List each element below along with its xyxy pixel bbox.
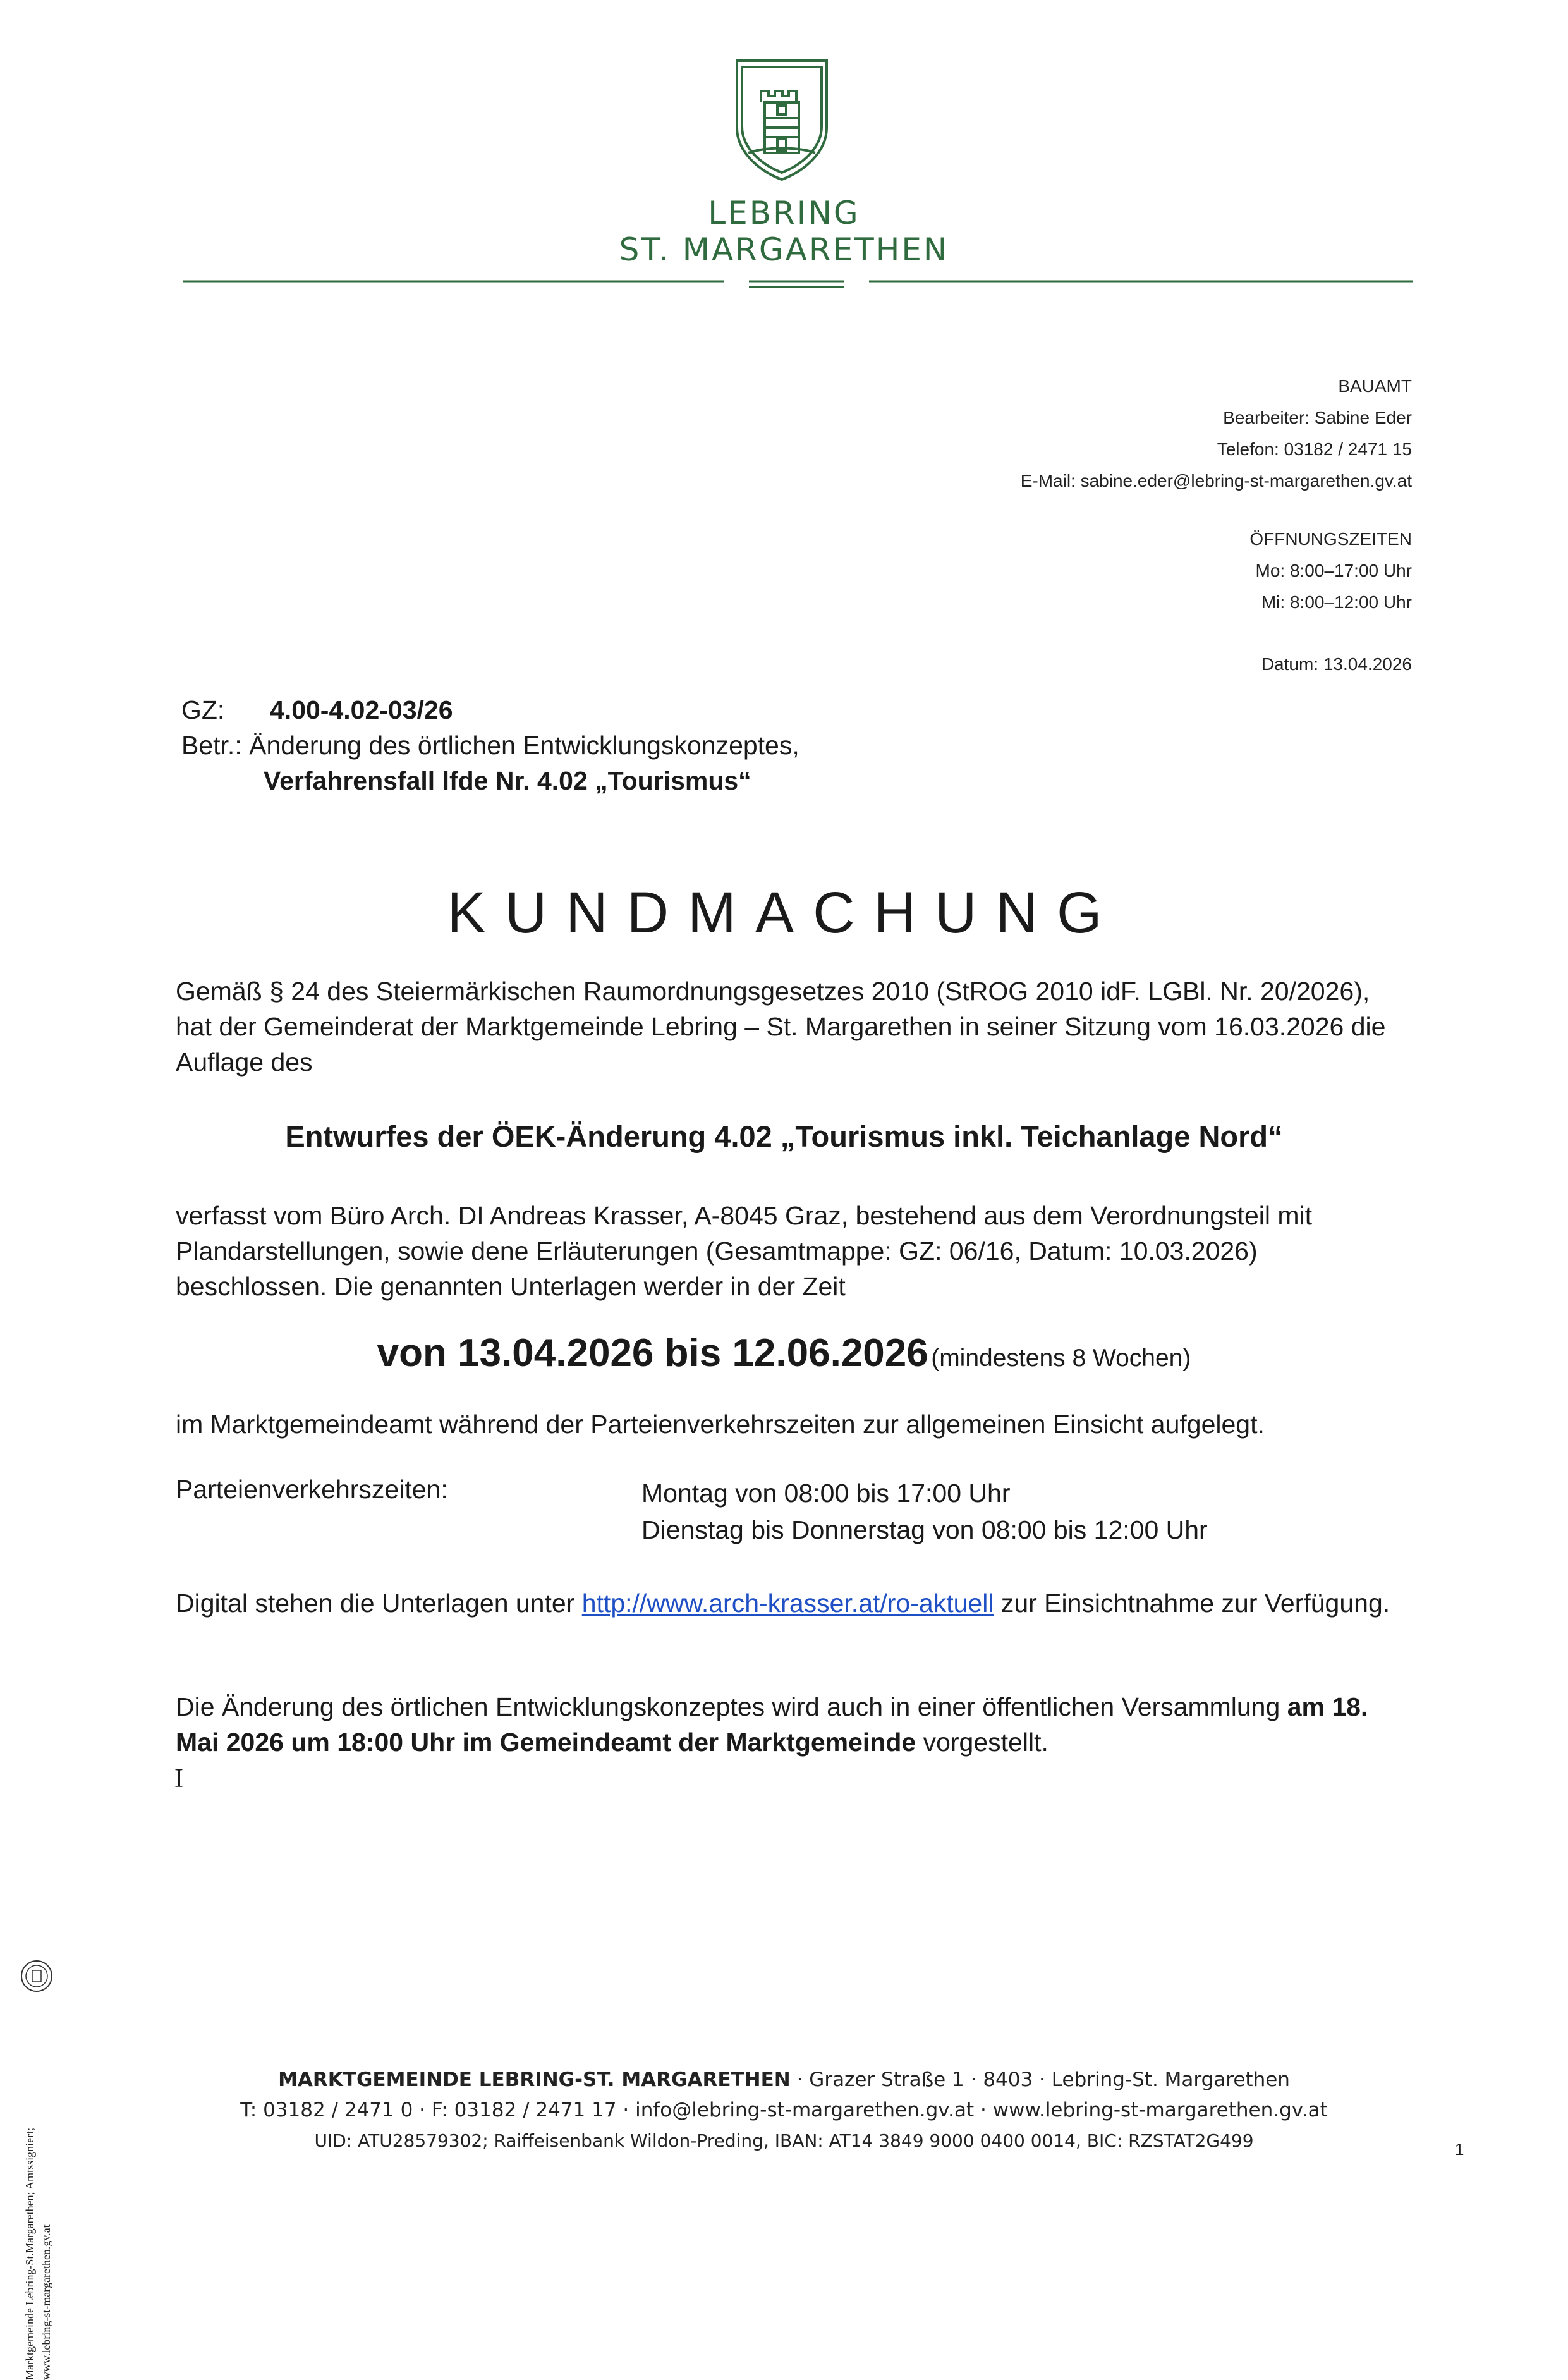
brand-line-1: LEBRING — [708, 195, 860, 231]
meeting-text-post: vorgestellt. — [916, 1728, 1048, 1757]
official-seal-icon — [19, 1958, 54, 1994]
betr-label: Betr.: — [181, 731, 242, 760]
department: BAUAMT — [1338, 376, 1412, 396]
document-date: Datum: 13.04.2026 — [1261, 654, 1412, 674]
betr-line1: Änderung des örtlichen Entwicklungskonzeptes, — [249, 731, 799, 760]
betr-line2: Verfahrensfall lfde Nr. 4.02 „Tourismus“ — [264, 766, 751, 795]
side-note-line2: www.lebring-st-margarethen.gv.at — [40, 2224, 52, 2380]
office-hours — [641, 1475, 1208, 1548]
opening-hours-block — [1249, 523, 1412, 618]
paragraph-display: im Marktgemeindeamt während der Parteienverkehrszeiten zur allgemeinen Einsicht aufgelegt. — [176, 1410, 1265, 1439]
gz-value: 4.00-4.02-03/26 — [270, 695, 453, 724]
office-hours-line1: Montag von 08:00 bis 17:00 Uhr — [641, 1479, 1011, 1508]
meeting-text-pre: Die Änderung des örtlichen Entwicklungskonzeptes wird auch in einer öffentlichen Versammlung — [176, 1692, 1287, 1721]
office-hours-label: Parteienverkehrszeiten: — [176, 1475, 448, 1504]
footer-org: MARKTGEMEINDE LEBRING-ST. MARGARETHEN — [278, 2068, 791, 2091]
documents-link[interactable]: http://www.arch-krasser.at/ro-aktuell — [581, 1589, 994, 1618]
paragraph-meeting — [176, 1689, 1408, 1760]
paragraph-digital — [176, 1585, 1408, 1621]
paragraph-author: verfasst vom Büro Arch. DI Andreas Krasser, A-8045 Graz, bestehend aus dem Verordnungsteil mit Plandarstellungen, sowie dene Erläuterungen (Gesamtmappe: GZ: 06/16, Datum: 10.03.2026) beschlossen. Die genannten Unterlagen werder in der Zeit — [176, 1201, 1313, 1301]
footer-line-3: UID: ATU28579302; Raiffeisenbank Wildon-Preding, IBAN: AT14 3849 9000 0400 0014, BIC: RZSTAT2G499 — [314, 2130, 1254, 2151]
phone: Telefon: 03182 / 2471 15 — [1217, 439, 1412, 459]
gz-label: GZ: — [181, 695, 225, 724]
municipal-crest-logo — [733, 58, 830, 182]
header-divider — [183, 279, 1413, 288]
page-number: 1 — [1455, 2140, 1464, 2159]
clerk: Bearbeiter: Sabine Eder — [1223, 408, 1412, 427]
footer-address: · Grazer Straße 1 · 8403 · Lebring-St. Margarethen — [790, 2068, 1290, 2091]
digital-text-pre: Digital stehen die Unterlagen unter — [176, 1589, 582, 1618]
draft-title: Entwurfes der ÖEK-Änderung 4.02 „Tourismus inkl. Teichanlage Nord“ — [285, 1120, 1283, 1153]
contact-block — [1021, 370, 1412, 497]
meeting-date: am 18. Mai 2026 um 18:00 Uhr im Gemeindeamt der Marktgemeinde — [176, 1692, 1368, 1757]
digital-text-post: zur Einsichtnahme zur Verfügung. — [994, 1589, 1390, 1618]
opening-hours-heading: ÖFFNUNGSZEITEN — [1249, 529, 1412, 549]
document-title: KUNDMACHUNG — [447, 881, 1121, 945]
opening-hours-wed: Mi: 8:00–12:00 Uhr — [1261, 592, 1412, 612]
signature-side-note — [21, 2001, 116, 2380]
side-note-line1: Marktgemeinde Lebring-St.Margarethen; Amtssigniert; — [23, 2127, 36, 2380]
text-cursor-mark: I — [174, 1764, 183, 1793]
period-dates: von 13.04.2026 bis 12.06.2026 — [377, 1331, 928, 1375]
brand-line-2: ST. MARGARETHEN — [619, 231, 949, 268]
paragraph-intro: Gemäß § 24 des Steiermärkischen Raumordnungsgesetzes 2010 (StROG 2010 idF. LGBl. Nr. 20/2026), hat der Gemeinderat der Marktgemeinde Lebring – St. Margarethen in seiner Sitzung vom 16.03.2026 die Auflage des — [176, 977, 1386, 1077]
office-hours-line2: Dienstag bis Donnerstag von 08:00 bis 12:00 Uhr — [641, 1515, 1208, 1544]
footer-line-1 — [0, 2068, 1568, 2091]
period-note: (mindestens 8 Wochen) — [931, 1345, 1191, 1372]
email: E-Mail: sabine.eder@lebring-st-margarethen.gv.at — [1020, 471, 1412, 491]
reference-block — [181, 692, 799, 798]
footer-line-2: T: 03182 / 2471 0 · F: 03182 / 2471 17 · info@lebring-st-margarethen.gv.at · www.lebring-st-margarethen.gv.at — [240, 2099, 1328, 2121]
opening-hours-mon: Mo: 8:00–17:00 Uhr — [1255, 561, 1412, 580]
display-period — [0, 1331, 1568, 1376]
